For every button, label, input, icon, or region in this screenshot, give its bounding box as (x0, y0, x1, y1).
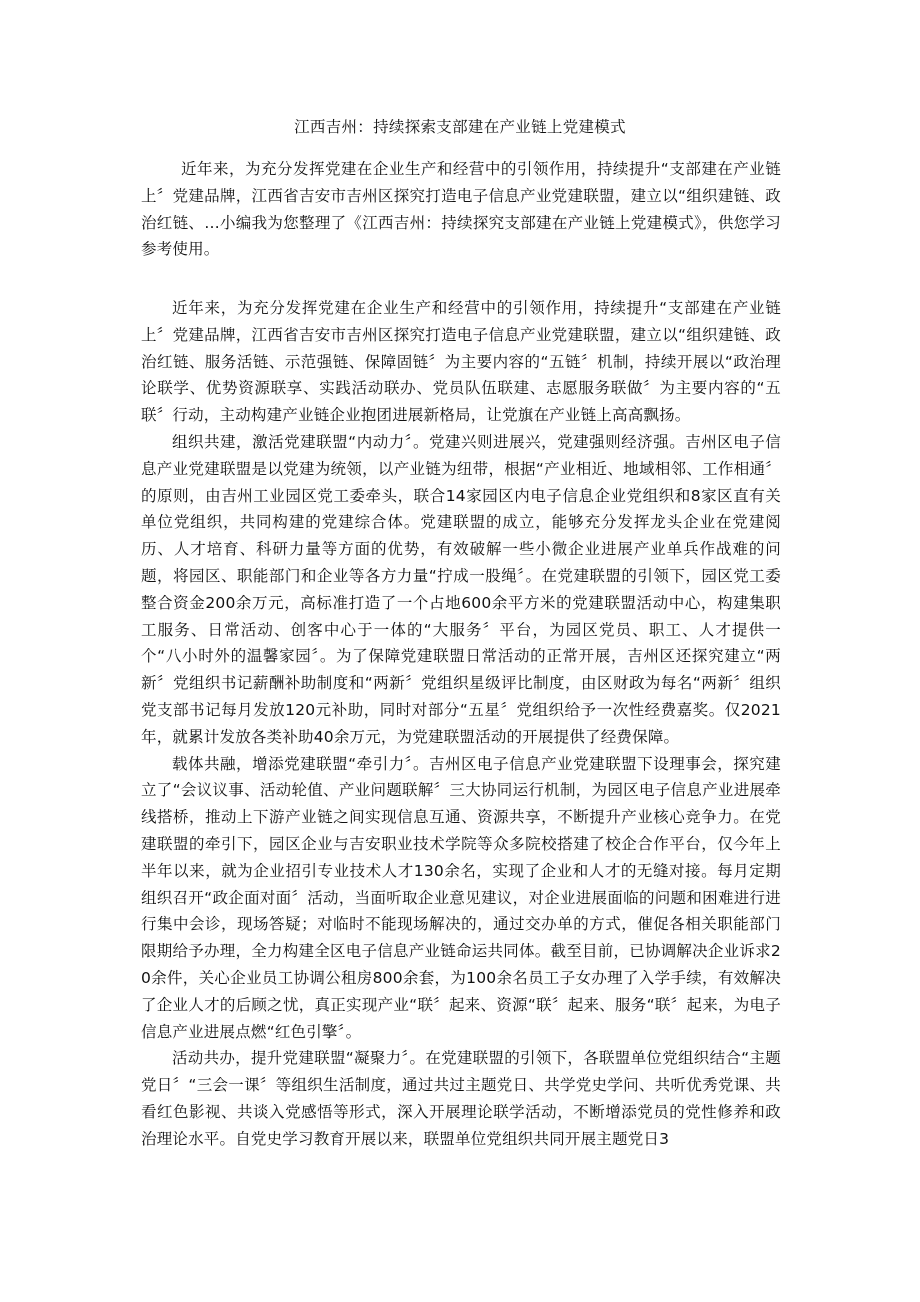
body-paragraph-2: 组织共建，激活党建联盟“内动力〞。党建兴则进展兴，党建强则经济强。吉州区电子信息产业党建联盟是以党建为统领，以产业链为纽带，根据“产业相近、地域相邻、工作相通〞的原则，由吉州工业园区党工委牵头，联合14家园区内电子信息企业党组织和8家区直有关单位党组织，共同构建的党建综合体。党建联盟的成立，能够充分发挥龙头企业在党建阅历、人才培育、科研力量等方面的优势，有效破解一些小微企业进展产业单兵作战难的问题，将园区、职能部门和企业等各方力量“拧成一股绳〞。在党建联盟的引领下，园区党工委整合资金200余万元，高标准打造了一个占地600余平方米的党建联盟活动中心，构建集职工服务、日常活动、创客中心于一体的“大服务〞平台，为园区党员、职工、人才提供一个“八小时外的温馨家园〞。为了保障党建联盟日常活动的正常开展，吉州区还探究建立“两新〞党组织书记薪酬补助制度和“两新〞党组织星级评比制度，由区财政为每名“两新〞组织党支部书记每月发放120元补助，同时对部分“五星〞党组织给予一次性经费嘉奖。仅2021年，就累计发放各类补助40余万元，为党建联盟活动的开展提供了经费保障。 (141, 432, 781, 746)
body-paragraph-1: 近年来，为充分发挥党建在企业生产和经营中的引领作用，持续提升“支部建在产业链上〞党建品牌，江西省吉安市吉州区探究打造电子信息产业党建联盟，建立以“组织建链、政治红链、服务活链、示范强链、保障固链〞为主要内容的“五链〞机制，持续开展以“政治理论联学、优势资源联享、实践活动联办、党员队伍联建、志愿服务联做〞为主要内容的“五联〞行动，主动构建产业链企业抱团进展新格局，让党旗在产业链上高高飘扬。 (141, 299, 781, 425)
document-body (141, 295, 781, 1153)
body-paragraph-4: 活动共办，提升党建联盟“凝聚力〞。在党建联盟的引领下，各联盟单位党组织结合“主题党日〞“三会一课〞等组织生活制度，通过共过主题党日、共学党史学问、共听优秀党课、共看红色影视、共谈入党感悟等形式，深入开展理论联学活动，不断增添党员的党性修养和政治理论水平。自党史学习教育开展以来，联盟单位党组织共同开展主题党日3 (141, 1049, 781, 1148)
document-summary (141, 156, 781, 263)
summary-paragraph: 近年来，为充分发挥党建在企业生产和经营中的引领作用，持续提升“支部建在产业链上〞党建品牌，江西省吉安市吉州区探究打造电子信息产业党建联盟，建立以“组织建链、政治红链、…小编我为您整理了《江西吉州：持续探究支部建在产业链上党建模式》，供您学习参考使用。 (141, 160, 781, 259)
body-paragraph-3: 载体共融，增添党建联盟“牵引力〞。吉州区电子信息产业党建联盟下设理事会，探究建立了“会议议事、活动轮值、产业问题联解〞三大协同运行机制，为园区电子信息产业进展牵线搭桥，推动上下游产业链之间实现信息互通、资源共享，不断提升产业核心竞争力。在党建联盟的牵引下，园区企业与吉安职业技术学院等众多院校搭建了校企合作平台，仅今年上半年以来，就为企业招引专业技术人才130余名，实现了企业和人才的无缝对接。每月定期组织召开“政企面对面〞活动，当面听取企业意见建议，对企业进展面临的问题和困难进行进行集中会诊，现场答疑；对临时不能现场解决的，通过交办单的方式，催促各相关职能部门限期给予办理，全力构建全区电子信息产业链命运共同体。截至目前，已协调解决企业诉求20余件，关心企业员工协调公租房800余套，为100余名员工子女办理了入学手续，有效解决了企业人才的后顾之忧，真正实现产业“联〞起来、资源“联〞起来、服务“联〞起来，为电子信息产业进展点燃“红色引擎〞。 (141, 754, 781, 1041)
document-title: 江西吉州：持续探索支部建在产业链上党建模式 (294, 118, 626, 136)
